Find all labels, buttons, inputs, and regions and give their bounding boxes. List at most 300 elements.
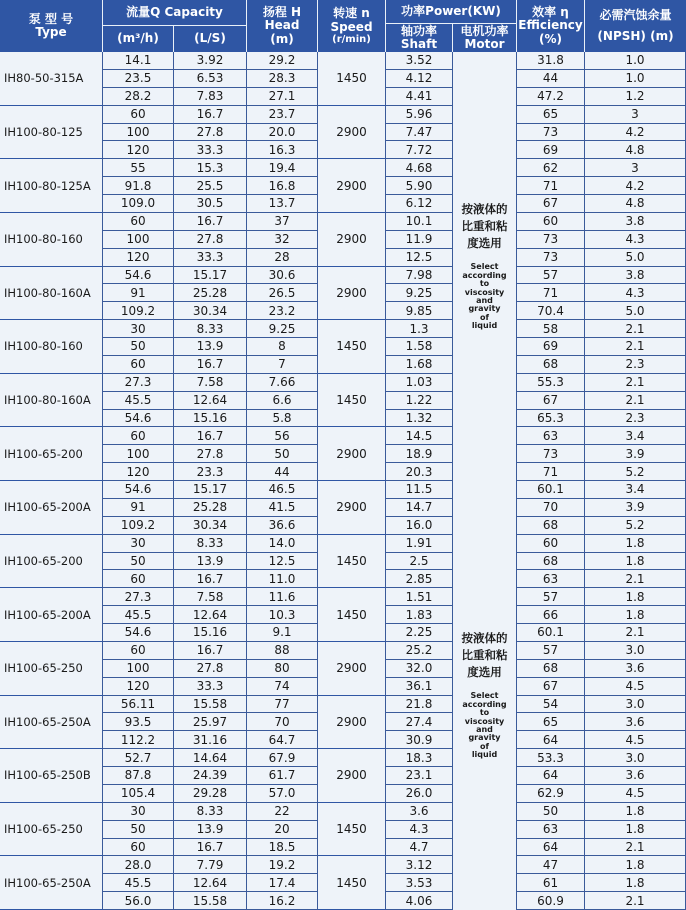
- head-cell: 5.8: [247, 410, 318, 428]
- shaft-power-cell: 3.12: [386, 856, 453, 874]
- npsh-cell: 3.0: [585, 696, 686, 714]
- shaft-power-cell: 1.68: [386, 356, 453, 374]
- speed-cell: 2900: [318, 481, 386, 535]
- shaft-power-cell: 1.83: [386, 606, 453, 624]
- npsh-cell: 5.2: [585, 463, 686, 481]
- capacity-m3h-cell: 50: [103, 821, 174, 839]
- capacity-ls-cell: 7.58: [174, 588, 247, 606]
- npsh-cell: 2.1: [585, 320, 686, 338]
- motor-note-lower: 按液体的 比重和粘 度选用 Select according to viscosity and gravity of liquid: [453, 480, 517, 910]
- capacity-ls-cell: 25.28: [174, 499, 247, 517]
- npsh-cell: 1.8: [585, 553, 686, 571]
- npsh-cell: 4.2: [585, 124, 686, 142]
- npsh-cell: 3.9: [585, 499, 686, 517]
- npsh-cell: 3.8: [585, 213, 686, 231]
- shaft-power-cell: 1.03: [386, 374, 453, 392]
- head-cell: 16.2: [247, 892, 318, 910]
- efficiency-cell: 67: [517, 195, 585, 213]
- capacity-ls-cell: 15.16: [174, 410, 247, 428]
- shaft-power-cell: 5.90: [386, 177, 453, 195]
- npsh-cell: 3.9: [585, 445, 686, 463]
- shaft-power-cell: 27.4: [386, 713, 453, 731]
- head-cell: 28: [247, 249, 318, 267]
- efficiency-cell: 53.3: [517, 749, 585, 767]
- head-cell: 30.6: [247, 267, 318, 285]
- shaft-power-cell: 2.25: [386, 624, 453, 642]
- npsh-cell: 3.6: [585, 713, 686, 731]
- header-capacity: 流量Q Capacity: [103, 0, 247, 26]
- head-cell: 56: [247, 427, 318, 445]
- efficiency-cell: 60.1: [517, 481, 585, 499]
- head-cell: 19.4: [247, 159, 318, 177]
- head-cell: 20: [247, 821, 318, 839]
- head-cell: 14.0: [247, 535, 318, 553]
- npsh-cell: 1.8: [585, 535, 686, 553]
- npsh-cell: 2.1: [585, 392, 686, 410]
- capacity-m3h-cell: 91.8: [103, 177, 174, 195]
- capacity-ls-cell: 16.7: [174, 570, 247, 588]
- capacity-m3h-cell: 100: [103, 124, 174, 142]
- efficiency-cell: 68: [517, 660, 585, 678]
- efficiency-cell: 68: [517, 517, 585, 535]
- efficiency-cell: 71: [517, 463, 585, 481]
- shaft-power-cell: 11.9: [386, 231, 453, 249]
- capacity-ls-cell: 27.8: [174, 231, 247, 249]
- pump-type-cell: IH100-65-250B: [0, 749, 103, 803]
- shaft-power-cell: 6.12: [386, 195, 453, 213]
- capacity-ls-cell: 16.7: [174, 427, 247, 445]
- speed-cell: 1450: [318, 535, 386, 589]
- pump-type-cell: IH100-80-125: [0, 106, 103, 160]
- shaft-power-cell: 18.3: [386, 749, 453, 767]
- pump-type-cell: IH100-65-250A: [0, 856, 103, 910]
- capacity-m3h-cell: 54.6: [103, 410, 174, 428]
- capacity-m3h-cell: 120: [103, 141, 174, 159]
- efficiency-cell: 44: [517, 70, 585, 88]
- head-cell: 64.7: [247, 731, 318, 749]
- npsh-cell: 3.0: [585, 749, 686, 767]
- capacity-ls-cell: 23.3: [174, 463, 247, 481]
- capacity-ls-cell: 12.64: [174, 606, 247, 624]
- capacity-m3h-cell: 100: [103, 231, 174, 249]
- shaft-power-cell: 1.3: [386, 320, 453, 338]
- efficiency-cell: 67: [517, 392, 585, 410]
- shaft-power-cell: 26.0: [386, 785, 453, 803]
- capacity-m3h-cell: 27.3: [103, 374, 174, 392]
- capacity-m3h-cell: 109.2: [103, 302, 174, 320]
- shaft-power-cell: 7.72: [386, 141, 453, 159]
- capacity-ls-cell: 8.33: [174, 320, 247, 338]
- efficiency-cell: 73: [517, 249, 585, 267]
- capacity-ls-cell: 30.34: [174, 517, 247, 535]
- speed-cell: 1450: [318, 856, 386, 910]
- efficiency-cell: 60.1: [517, 624, 585, 642]
- efficiency-cell: 54: [517, 696, 585, 714]
- npsh-cell: 4.2: [585, 177, 686, 195]
- npsh-cell: 5.2: [585, 517, 686, 535]
- head-cell: 50: [247, 445, 318, 463]
- capacity-m3h-cell: 60: [103, 427, 174, 445]
- head-cell: 70: [247, 713, 318, 731]
- shaft-power-cell: 1.51: [386, 588, 453, 606]
- efficiency-cell: 47: [517, 856, 585, 874]
- capacity-m3h-cell: 56.11: [103, 696, 174, 714]
- shaft-power-cell: 2.5: [386, 553, 453, 571]
- capacity-ls-cell: 8.33: [174, 803, 247, 821]
- efficiency-cell: 64: [517, 731, 585, 749]
- npsh-cell: 2.1: [585, 374, 686, 392]
- shaft-power-cell: 7.47: [386, 124, 453, 142]
- shaft-power-cell: 12.5: [386, 249, 453, 267]
- efficiency-cell: 65: [517, 106, 585, 124]
- shaft-power-cell: 1.22: [386, 392, 453, 410]
- capacity-ls-cell: 30.34: [174, 302, 247, 320]
- npsh-cell: 3.0: [585, 642, 686, 660]
- capacity-ls-cell: 31.16: [174, 731, 247, 749]
- capacity-ls-cell: 16.7: [174, 356, 247, 374]
- shaft-power-cell: 4.41: [386, 88, 453, 106]
- capacity-ls-cell: 6.53: [174, 70, 247, 88]
- efficiency-cell: 57: [517, 588, 585, 606]
- capacity-m3h-cell: 60: [103, 570, 174, 588]
- shaft-power-cell: 18.9: [386, 445, 453, 463]
- efficiency-cell: 70.4: [517, 302, 585, 320]
- header-speed: 转速 n Speed (r/min): [318, 0, 386, 52]
- shaft-power-cell: 4.12: [386, 70, 453, 88]
- pump-type-cell: IH100-80-160: [0, 213, 103, 267]
- shaft-power-cell: 25.2: [386, 642, 453, 660]
- head-cell: 80: [247, 660, 318, 678]
- shaft-power-cell: 4.3: [386, 821, 453, 839]
- npsh-cell: 1.0: [585, 52, 686, 70]
- head-cell: 11.0: [247, 570, 318, 588]
- shaft-power-cell: 9.25: [386, 284, 453, 302]
- capacity-ls-cell: 33.3: [174, 678, 247, 696]
- head-cell: 9.1: [247, 624, 318, 642]
- capacity-m3h-cell: 30: [103, 320, 174, 338]
- shaft-power-cell: 14.7: [386, 499, 453, 517]
- capacity-m3h-cell: 120: [103, 463, 174, 481]
- shaft-power-cell: 3.52: [386, 52, 453, 70]
- head-cell: 7: [247, 356, 318, 374]
- efficiency-cell: 60: [517, 535, 585, 553]
- capacity-m3h-cell: 54.6: [103, 624, 174, 642]
- header-npsh: 必需汽蚀余量 (NPSH) (m): [585, 0, 686, 52]
- efficiency-cell: 67: [517, 678, 585, 696]
- speed-cell: 2900: [318, 267, 386, 321]
- header-type-en: Type: [35, 25, 67, 39]
- npsh-cell: 5.0: [585, 302, 686, 320]
- capacity-m3h-cell: 14.1: [103, 52, 174, 70]
- capacity-ls-cell: 7.58: [174, 374, 247, 392]
- head-cell: 12.5: [247, 553, 318, 571]
- npsh-cell: 2.3: [585, 356, 686, 374]
- capacity-ls-cell: 15.58: [174, 696, 247, 714]
- capacity-ls-cell: 13.9: [174, 821, 247, 839]
- shaft-power-cell: 7.98: [386, 267, 453, 285]
- shaft-power-cell: 36.1: [386, 678, 453, 696]
- pump-type-cell: IH100-80-125A: [0, 159, 103, 213]
- capacity-m3h-cell: 87.8: [103, 767, 174, 785]
- capacity-m3h-cell: 45.5: [103, 606, 174, 624]
- speed-cell: 1450: [318, 803, 386, 857]
- head-cell: 16.3: [247, 141, 318, 159]
- speed-cell: 2900: [318, 642, 386, 696]
- head-cell: 67.9: [247, 749, 318, 767]
- head-cell: 37: [247, 213, 318, 231]
- npsh-cell: 4.3: [585, 231, 686, 249]
- npsh-cell: 3: [585, 159, 686, 177]
- pump-type-cell: IH100-80-160A: [0, 267, 103, 321]
- pump-type-cell: IH100-80-160: [0, 320, 103, 374]
- efficiency-cell: 66: [517, 606, 585, 624]
- capacity-ls-cell: 25.28: [174, 284, 247, 302]
- shaft-power-cell: 4.68: [386, 159, 453, 177]
- efficiency-cell: 58: [517, 320, 585, 338]
- efficiency-cell: 47.2: [517, 88, 585, 106]
- head-cell: 22: [247, 803, 318, 821]
- npsh-cell: 1.8: [585, 803, 686, 821]
- efficiency-cell: 57: [517, 267, 585, 285]
- shaft-power-cell: 10.1: [386, 213, 453, 231]
- capacity-m3h-cell: 60: [103, 839, 174, 857]
- capacity-ls-cell: 25.5: [174, 177, 247, 195]
- header-efficiency: 效率 η Efficiency (%): [517, 0, 585, 52]
- npsh-cell: 1.2: [585, 88, 686, 106]
- shaft-power-cell: 4.06: [386, 892, 453, 910]
- shaft-power-cell: 30.9: [386, 731, 453, 749]
- capacity-ls-cell: 7.79: [174, 856, 247, 874]
- speed-cell: 2900: [318, 749, 386, 803]
- pump-type-cell: IH100-65-250: [0, 642, 103, 696]
- capacity-ls-cell: 12.64: [174, 392, 247, 410]
- pump-type-cell: IH100-65-250A: [0, 696, 103, 750]
- head-cell: 18.5: [247, 839, 318, 857]
- npsh-cell: 3.4: [585, 481, 686, 499]
- npsh-cell: 2.3: [585, 410, 686, 428]
- capacity-m3h-cell: 120: [103, 249, 174, 267]
- npsh-cell: 4.8: [585, 141, 686, 159]
- capacity-ls-cell: 16.7: [174, 106, 247, 124]
- efficiency-cell: 62.9: [517, 785, 585, 803]
- shaft-power-cell: 16.0: [386, 517, 453, 535]
- efficiency-cell: 55.3: [517, 374, 585, 392]
- npsh-cell: 5.0: [585, 249, 686, 267]
- shaft-power-cell: 5.96: [386, 106, 453, 124]
- efficiency-cell: 73: [517, 124, 585, 142]
- head-cell: 36.6: [247, 517, 318, 535]
- shaft-power-cell: 14.5: [386, 427, 453, 445]
- capacity-ls-cell: 16.7: [174, 839, 247, 857]
- capacity-m3h-cell: 105.4: [103, 785, 174, 803]
- efficiency-cell: 60: [517, 213, 585, 231]
- header-type-zh: 泵 型 号: [28, 11, 74, 26]
- npsh-cell: 1.8: [585, 606, 686, 624]
- head-cell: 19.2: [247, 856, 318, 874]
- capacity-m3h-cell: 91: [103, 284, 174, 302]
- npsh-cell: 2.1: [585, 839, 686, 857]
- capacity-ls-cell: 27.8: [174, 660, 247, 678]
- npsh-cell: 3.4: [585, 427, 686, 445]
- header-capacity-m3h: (m³/h): [103, 26, 174, 52]
- capacity-ls-cell: 15.17: [174, 481, 247, 499]
- shaft-power-cell: 4.7: [386, 839, 453, 857]
- speed-cell: 2900: [318, 159, 386, 213]
- capacity-ls-cell: 24.39: [174, 767, 247, 785]
- npsh-cell: 2.1: [585, 338, 686, 356]
- head-cell: 77: [247, 696, 318, 714]
- capacity-m3h-cell: 91: [103, 499, 174, 517]
- capacity-ls-cell: 13.9: [174, 338, 247, 356]
- capacity-ls-cell: 15.17: [174, 267, 247, 285]
- capacity-m3h-cell: 30: [103, 535, 174, 553]
- efficiency-cell: 60.9: [517, 892, 585, 910]
- npsh-cell: 4.3: [585, 284, 686, 302]
- capacity-m3h-cell: 100: [103, 660, 174, 678]
- shaft-power-cell: 1.32: [386, 410, 453, 428]
- capacity-ls-cell: 33.3: [174, 141, 247, 159]
- npsh-cell: 1.8: [585, 874, 686, 892]
- capacity-m3h-cell: 60: [103, 642, 174, 660]
- capacity-m3h-cell: 28.0: [103, 856, 174, 874]
- capacity-m3h-cell: 93.5: [103, 713, 174, 731]
- npsh-cell: 2.1: [585, 570, 686, 588]
- efficiency-cell: 71: [517, 177, 585, 195]
- capacity-m3h-cell: 50: [103, 338, 174, 356]
- head-cell: 6.6: [247, 392, 318, 410]
- npsh-cell: 1.8: [585, 821, 686, 839]
- npsh-cell: 3.6: [585, 660, 686, 678]
- efficiency-cell: 50: [517, 803, 585, 821]
- efficiency-cell: 68: [517, 356, 585, 374]
- efficiency-cell: 69: [517, 141, 585, 159]
- pump-type-cell: IH100-65-250: [0, 803, 103, 857]
- head-cell: 9.25: [247, 320, 318, 338]
- capacity-ls-cell: 16.7: [174, 213, 247, 231]
- capacity-m3h-cell: 55: [103, 159, 174, 177]
- capacity-m3h-cell: 27.3: [103, 588, 174, 606]
- shaft-power-cell: 23.1: [386, 767, 453, 785]
- shaft-power-cell: 20.3: [386, 463, 453, 481]
- head-cell: 29.2: [247, 52, 318, 70]
- head-cell: 61.7: [247, 767, 318, 785]
- capacity-ls-cell: 33.3: [174, 249, 247, 267]
- head-cell: 32: [247, 231, 318, 249]
- head-cell: 46.5: [247, 481, 318, 499]
- efficiency-cell: 69: [517, 338, 585, 356]
- header-motor: 电机功率 Motor: [453, 24, 517, 52]
- head-cell: 74: [247, 678, 318, 696]
- npsh-cell: 2.1: [585, 892, 686, 910]
- npsh-cell: 4.5: [585, 731, 686, 749]
- efficiency-cell: 71: [517, 284, 585, 302]
- capacity-ls-cell: 3.92: [174, 52, 247, 70]
- head-cell: 17.4: [247, 874, 318, 892]
- capacity-m3h-cell: 100: [103, 445, 174, 463]
- head-cell: 88: [247, 642, 318, 660]
- speed-cell: 2900: [318, 213, 386, 267]
- head-cell: 10.3: [247, 606, 318, 624]
- head-cell: 28.3: [247, 70, 318, 88]
- npsh-cell: 1.8: [585, 856, 686, 874]
- head-cell: 26.5: [247, 284, 318, 302]
- speed-cell: 2900: [318, 106, 386, 160]
- head-cell: 57.0: [247, 785, 318, 803]
- capacity-m3h-cell: 109.0: [103, 195, 174, 213]
- npsh-cell: 4.5: [585, 678, 686, 696]
- capacity-m3h-cell: 60: [103, 213, 174, 231]
- capacity-ls-cell: 16.7: [174, 642, 247, 660]
- efficiency-cell: 65.3: [517, 410, 585, 428]
- head-cell: 44: [247, 463, 318, 481]
- head-cell: 11.6: [247, 588, 318, 606]
- shaft-power-cell: 1.58: [386, 338, 453, 356]
- capacity-ls-cell: 8.33: [174, 535, 247, 553]
- speed-cell: 1450: [318, 52, 386, 106]
- speed-cell: 1450: [318, 588, 386, 642]
- shaft-power-cell: 9.85: [386, 302, 453, 320]
- capacity-m3h-cell: 56.0: [103, 892, 174, 910]
- efficiency-cell: 68: [517, 553, 585, 571]
- efficiency-cell: 57: [517, 642, 585, 660]
- header-type: [0, 0, 103, 52]
- efficiency-cell: 63: [517, 427, 585, 445]
- capacity-ls-cell: 15.3: [174, 159, 247, 177]
- pump-type-cell: IH100-65-200: [0, 535, 103, 589]
- npsh-cell: 1.0: [585, 70, 686, 88]
- efficiency-cell: 73: [517, 231, 585, 249]
- capacity-ls-cell: 12.64: [174, 874, 247, 892]
- capacity-ls-cell: 7.83: [174, 88, 247, 106]
- capacity-ls-cell: 25.97: [174, 713, 247, 731]
- capacity-ls-cell: 15.16: [174, 624, 247, 642]
- header-power: 功率Power(KW): [386, 0, 517, 24]
- npsh-cell: 4.5: [585, 785, 686, 803]
- capacity-ls-cell: 30.5: [174, 195, 247, 213]
- pump-type-cell: IH80-50-315A: [0, 52, 103, 106]
- npsh-cell: 3.8: [585, 267, 686, 285]
- capacity-ls-cell: 27.8: [174, 445, 247, 463]
- head-cell: 8: [247, 338, 318, 356]
- motor-note-upper: 按液体的 比重和粘 度选用 Select according to viscosity and gravity of liquid: [453, 52, 517, 480]
- npsh-cell: 3.6: [585, 767, 686, 785]
- header-head: 扬程 H Head (m): [247, 0, 318, 52]
- efficiency-cell: 64: [517, 839, 585, 857]
- capacity-m3h-cell: 60: [103, 106, 174, 124]
- head-cell: 7.66: [247, 374, 318, 392]
- speed-cell: 2900: [318, 696, 386, 750]
- shaft-power-cell: 21.8: [386, 696, 453, 714]
- efficiency-cell: 61: [517, 874, 585, 892]
- capacity-ls-cell: 29.28: [174, 785, 247, 803]
- shaft-power-cell: 32.0: [386, 660, 453, 678]
- npsh-cell: 4.8: [585, 195, 686, 213]
- shaft-power-cell: 1.91: [386, 535, 453, 553]
- shaft-power-cell: 3.53: [386, 874, 453, 892]
- efficiency-cell: 64: [517, 767, 585, 785]
- efficiency-cell: 62: [517, 159, 585, 177]
- capacity-m3h-cell: 50: [103, 553, 174, 571]
- efficiency-cell: 31.8: [517, 52, 585, 70]
- shaft-power-cell: 3.6: [386, 803, 453, 821]
- capacity-m3h-cell: 28.2: [103, 88, 174, 106]
- speed-cell: 1450: [318, 374, 386, 428]
- efficiency-cell: 70: [517, 499, 585, 517]
- head-cell: 41.5: [247, 499, 318, 517]
- capacity-m3h-cell: 112.2: [103, 731, 174, 749]
- capacity-ls-cell: 27.8: [174, 124, 247, 142]
- npsh-cell: 2.1: [585, 624, 686, 642]
